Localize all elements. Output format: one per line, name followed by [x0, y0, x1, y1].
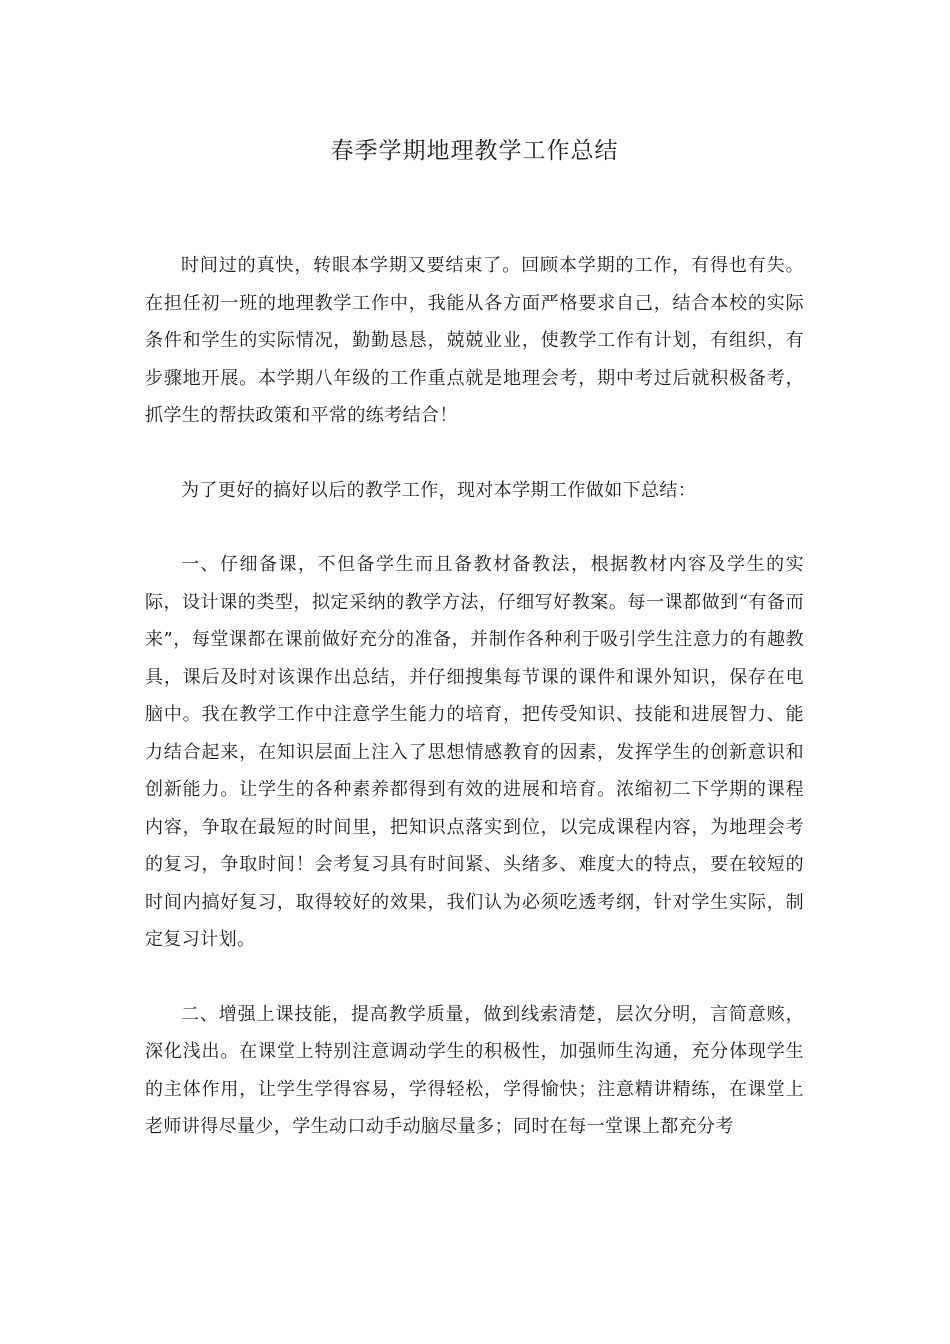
paragraph-section-one: 一、仔细备课，不但备学生而且备教材备教法，根据教材内容及学生的实际，设计课的类型，拟定采纳的教学方法，仔细写好教案。每一课都做到“有备而来”，每堂课都在课前做好充分的准备，并制作各种利于吸引学生注意力的有趣教具，课后及时对该课作出总结，并仔细搜集每节课的课件和课外知识，保存在电脑中。我在教学工作中注意学生能力的培育，把传受知识、技能和进展智力、能力结合起来，在知识层面上注入了思想情感教育的因素，发挥学生的创新意识和创新能力。让学生的各种素养都得到有效的进展和培育。浓缩初二下学期的课程内容，争取在最短的时间里，把知识点落实到位，以完成课程内容，为地理会考的复习，争取时间！会考复习具有时间紧、头绪多、难度大的特点，要在较短的时间内搞好复习，取得较好的效果，我们认为必须吃透考纲，针对学生实际，制定复习计划。: [145, 554, 804, 950]
document-title: 春季学期地理教学工作总结: [330, 138, 619, 164]
document-body: [145, 247, 804, 1146]
paragraph-section-two: 二、增强上课技能，提高教学质量，做到线索清楚，层次分明，言简意赅，深化浅出。在课堂上特别注意调动学生的积极性，加强师生沟通，充分体现学生的主体作用，让学生学得容易，学得轻松，学得愉快；注意精讲精练，在课堂上老师讲得尽量少，学生动口动手动脑尽量多；同时在每一堂课上都充分考: [145, 1003, 804, 1137]
paragraph-intro: 时间过的真快，转眼本学期又要结束了。回顾本学期的工作，有得也有失。在担任初一班的地理教学工作中，我能从各方面严格要求自己，结合本校的实际条件和学生的实际情况，勤勤恳恳，兢兢业业，使教学工作有计划，有组织，有步骤地开展。本学期八年级的工作重点就是地理会考，期中考过后就积极备考，抓学生的帮扶政策和平常的练考结合！: [145, 255, 804, 426]
paragraph-summary-lead: 为了更好的搞好以后的教学工作，现对本学期工作做如下总结：: [181, 479, 697, 501]
